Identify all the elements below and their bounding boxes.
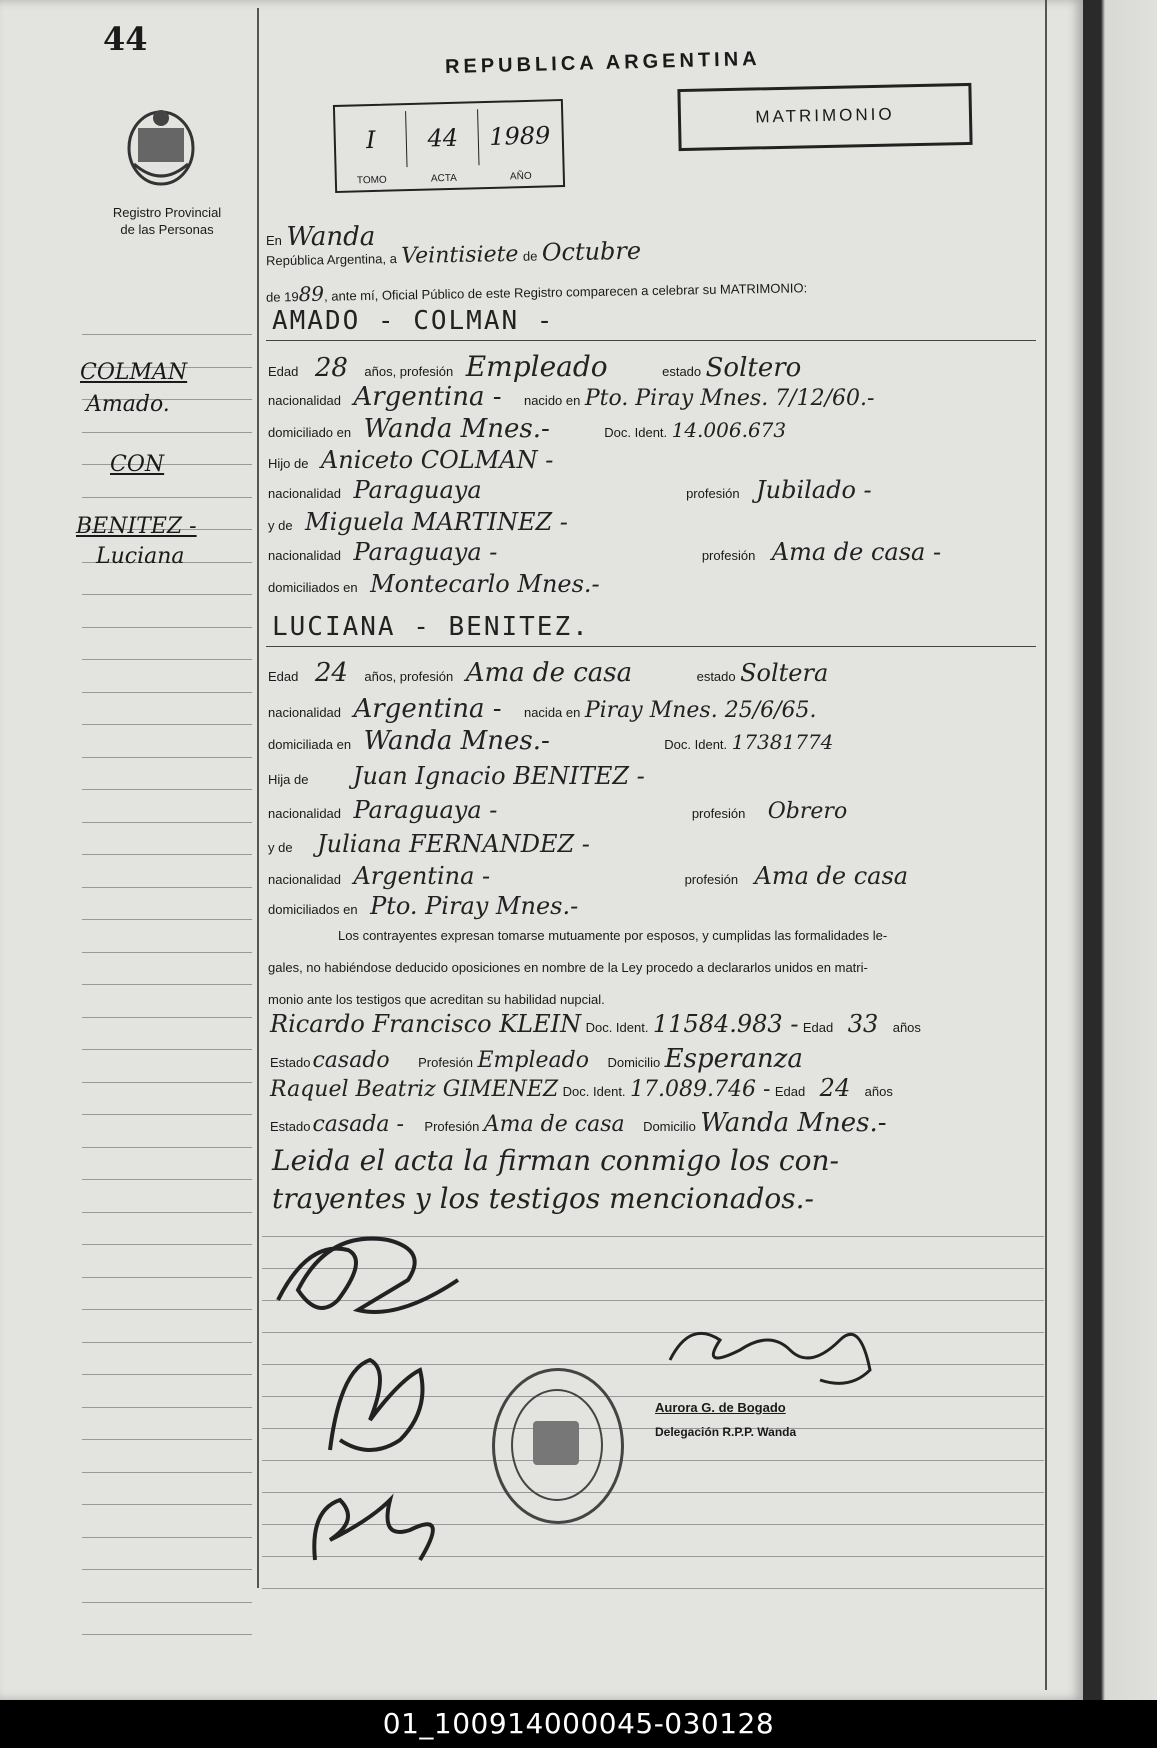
- bride-birthplace: Piray Mnes. 25/6/65.: [584, 698, 817, 723]
- registry-line1: Registro Provincial: [112, 205, 222, 220]
- witness2-domicile: Wanda Mnes.-: [700, 1108, 887, 1138]
- intro-date-line: [266, 237, 642, 272]
- witness1-profession: Empleado: [477, 1048, 589, 1073]
- nacido-en-label: nacido en: [523, 393, 581, 408]
- bride-mother-nat-line: [268, 862, 908, 890]
- bride-domicile: Wanda Mnes.-: [363, 726, 550, 756]
- witness2-age: 24: [819, 1074, 851, 1102]
- registry-name: [92, 204, 242, 238]
- ruled-line: [82, 1147, 252, 1148]
- ruled-line: [82, 1342, 252, 1343]
- groom-nationality: Argentina -: [353, 382, 502, 412]
- official-name: Aurora G. de Bogado: [655, 1400, 786, 1415]
- ruled-line: [82, 464, 252, 465]
- ruled-line: [82, 1309, 252, 1310]
- witness2-details-line: [270, 1108, 887, 1138]
- domicilio-label: Domicilio: [643, 1119, 696, 1134]
- ruled-line: [82, 1374, 252, 1375]
- ruled-line: [82, 1537, 252, 1538]
- intro-day: Veintisiete: [401, 241, 519, 269]
- bride-mother-profession: Ama de casa: [754, 862, 909, 890]
- ruled-line: [82, 432, 252, 433]
- right-border-line: [1045, 0, 1047, 1690]
- bride-age: 24: [314, 658, 348, 688]
- intro-place: Wanda: [286, 222, 376, 252]
- ruled-line: [82, 887, 252, 888]
- ruled-line: [82, 1179, 252, 1180]
- bride-name-underline: [266, 646, 1036, 647]
- signature-3: [300, 1470, 460, 1580]
- official-signature: [660, 1310, 880, 1410]
- intro-text-line: [266, 273, 807, 306]
- bride-father: Juan Ignacio BENITEZ -: [352, 762, 645, 790]
- groom-domicile: Wanda Mnes.-: [363, 414, 550, 444]
- coat-of-arms-icon: [120, 104, 202, 186]
- edad-label: Edad: [268, 364, 299, 379]
- ruled-line: [82, 757, 252, 758]
- y-de-label: y de: [268, 518, 293, 533]
- declaration-line-2: gales, no habiéndose deducido oposiciones en nombre de la Ley procedo a declararlos unidos en matri-: [268, 960, 868, 975]
- intro-month: Octubre: [541, 236, 642, 267]
- nacida-en-label: nacida en: [523, 705, 581, 720]
- scan-id-footer: 01_100914000045-030128: [0, 1700, 1157, 1748]
- margin-con: CON: [110, 452, 165, 477]
- tomo-acta-anio-box: [333, 99, 565, 193]
- ruled-line: [82, 789, 252, 790]
- official-block: [655, 1400, 796, 1439]
- domiciliado-en-label: domiciliado en: [268, 425, 352, 440]
- groom-name-underline: [266, 340, 1036, 341]
- anios-profesion-label: años, profesión: [364, 364, 454, 379]
- nacionalidad-label: nacionalidad: [268, 705, 342, 720]
- ruled-line: [82, 822, 252, 823]
- witness1-name: Ricardo Francisco KLEIN: [270, 1010, 582, 1038]
- bride-domicile-line: [268, 726, 833, 756]
- margin-groom-surname: COLMAN: [80, 360, 188, 385]
- nacionalidad-label: nacionalidad: [268, 393, 342, 408]
- official-office: Delegación R.P.P. Wanda: [655, 1425, 797, 1439]
- anio-value: 1989: [488, 121, 551, 151]
- margin-groom-firstname: Amado.: [86, 392, 170, 417]
- nacionalidad-label: nacionalidad: [268, 486, 342, 501]
- groom-mother-nationality: Paraguaya -: [353, 538, 498, 566]
- ruled-line: [82, 1504, 252, 1505]
- groom-parents-domicile-line: [268, 570, 600, 598]
- anios-profesion-label: años, profesión: [364, 669, 454, 684]
- ruled-line: [82, 1049, 252, 1050]
- ruled-line: [82, 1277, 252, 1278]
- ruled-line: [82, 1212, 252, 1213]
- groom-mother: Miguela MARTINEZ -: [305, 508, 568, 536]
- hija-de-label: Hija de: [268, 772, 309, 787]
- hijo-de-label: Hijo de: [268, 456, 309, 471]
- bride-father-nationality: Paraguaya -: [353, 796, 498, 824]
- ruled-line: [82, 1407, 252, 1408]
- witness2-line: [270, 1074, 893, 1102]
- bride-doc: 17381774: [731, 730, 834, 754]
- margin-bride-firstname: Luciana: [96, 544, 185, 569]
- groom-age-line: [268, 350, 801, 383]
- ruled-line: [82, 919, 252, 920]
- margin-bride-surname: BENITEZ -: [76, 514, 197, 539]
- witness1-status: casado: [312, 1048, 390, 1073]
- ruled-line: [82, 724, 252, 725]
- page-number: 44: [103, 20, 148, 58]
- ruled-line: [82, 1602, 252, 1603]
- groom-age: 28: [314, 353, 348, 383]
- bride-mother-nationality: Argentina -: [353, 862, 491, 890]
- stamp-emblem-icon: [533, 1421, 579, 1465]
- bride-father-line: [268, 762, 645, 790]
- witness1-domicile: Esperanza: [664, 1044, 803, 1074]
- bride-parents-domicile-line: [268, 892, 578, 920]
- anio-label: AÑO: [509, 170, 532, 183]
- groom-father-nat-line: [268, 476, 872, 504]
- ruled-line: [82, 594, 252, 595]
- doc-ident-label: Doc. Ident.: [585, 1020, 649, 1035]
- ruled-line: [82, 334, 252, 335]
- edad-label: Edad: [268, 669, 299, 684]
- anio-cell: [479, 107, 560, 183]
- ruled-line: [82, 1017, 252, 1018]
- profesion-label: profesión: [691, 806, 746, 821]
- ruled-line: [82, 952, 252, 953]
- ruled-line: [82, 1114, 252, 1115]
- groom-father-nationality: Paraguaya: [353, 476, 482, 504]
- ruled-line: [82, 497, 252, 498]
- ruled-line: [82, 1472, 252, 1473]
- ruled-line: [82, 659, 252, 660]
- declaration-line-3: monio ante los testigos que acreditan su habilidad nupcial.: [268, 992, 605, 1007]
- bride-nationality: Argentina -: [353, 694, 502, 724]
- country-title: REPUBLICA ARGENTINA: [444, 47, 761, 79]
- ruled-line: [82, 984, 252, 985]
- y-de-label: y de: [268, 840, 293, 855]
- adjacent-page-edge: [1083, 0, 1157, 1700]
- estado-label: Estado: [270, 1119, 311, 1134]
- profesion-label: profesión: [686, 486, 740, 501]
- tomo-value: I: [365, 125, 376, 155]
- profesion-label: Profesión: [424, 1119, 480, 1134]
- bride-nationality-line: [268, 694, 817, 724]
- witness1-details-line: [270, 1044, 803, 1074]
- registry-line2: de las Personas: [120, 222, 214, 237]
- estado-label: estado: [662, 364, 702, 379]
- groom-profession: Empleado: [465, 350, 608, 383]
- bride-profession: Ama de casa: [465, 658, 633, 688]
- ruled-line: [82, 627, 252, 628]
- nacionalidad-label: nacionalidad: [268, 548, 342, 563]
- estado-label: estado: [696, 669, 736, 684]
- en-label: En: [266, 233, 282, 248]
- groom-mother-line: [268, 508, 568, 536]
- doc-ident-label: Doc. Ident.: [664, 737, 728, 752]
- groom-father-line: [268, 446, 553, 474]
- bride-mother: Juliana FERNANDEZ -: [317, 830, 590, 858]
- estado-label: Estado: [270, 1055, 311, 1070]
- domicilio-label: Domicilio: [607, 1055, 661, 1070]
- ruled-line: [82, 692, 252, 693]
- intro-text: , ante mí, Oficial Público de este Registro comparecen a celebrar su MATRIMONIO:: [323, 280, 808, 304]
- intro-year: 89: [298, 281, 325, 307]
- witness1-line: [270, 1010, 921, 1038]
- edad-label: Edad: [802, 1020, 834, 1035]
- nacionalidad-label: nacionalidad: [268, 872, 342, 887]
- ruled-line: [82, 1634, 252, 1635]
- tomo-cell: [335, 111, 407, 187]
- bride-father-profession: Obrero: [767, 799, 848, 824]
- tomo-label: TOMO: [356, 174, 387, 187]
- closing-line-1: Leida el acta la firman conmigo los con-: [272, 1144, 839, 1177]
- doc-ident-label: Doc. Ident.: [604, 425, 668, 440]
- official-stamp: [492, 1368, 624, 1524]
- profesion-label: Profesión: [418, 1055, 474, 1070]
- republica-label: República Argentina, a: [265, 250, 398, 269]
- groom-mother-nat-line: [268, 538, 941, 566]
- acta-value: 44: [427, 123, 459, 153]
- declaration-line-1: Los contrayentes expresan tomarse mutuamente por esposos, y cumplidas las formalidades le-: [338, 928, 888, 943]
- bride-name: LUCIANA - BENITEZ.: [272, 612, 590, 642]
- doc-ident-label: Doc. Ident.: [562, 1084, 626, 1099]
- groom-parents-domicile: Montecarlo Mnes.-: [370, 570, 600, 598]
- nacionalidad-label: nacionalidad: [268, 806, 342, 821]
- margin-divider: [257, 8, 259, 1588]
- witness2-status: casada -: [312, 1112, 404, 1137]
- edad-label: Edad: [774, 1084, 806, 1099]
- groom-domicile-line: [268, 414, 786, 444]
- witness2-name: Raquel Beatriz GIMENEZ: [270, 1077, 559, 1102]
- signature-1: [268, 1220, 468, 1340]
- anios-label: años: [892, 1020, 921, 1035]
- witness2-profession: Ama de casa: [483, 1112, 625, 1137]
- groom-birthplace: Pto. Piray Mnes. 7/12/60.-: [584, 386, 875, 411]
- bride-mother-line: [268, 830, 590, 858]
- de-label: de: [522, 248, 538, 264]
- witness1-age: 33: [847, 1010, 879, 1038]
- acta-cell: [407, 109, 479, 185]
- profesion-label: profesión: [684, 872, 739, 887]
- signature-2: [310, 1330, 450, 1470]
- ruled-line: [82, 1244, 252, 1245]
- domiciliados-en-label: domiciliados en: [268, 902, 358, 917]
- bride-age-line: [268, 658, 828, 688]
- ruled-line: [82, 1439, 252, 1440]
- acta-label: ACTA: [430, 172, 457, 185]
- groom-mother-profession: Ama de casa -: [771, 538, 942, 566]
- profesion-label: profesión: [701, 548, 756, 563]
- domiciliados-en-label: domiciliados en: [268, 580, 358, 595]
- ruled-line: [82, 1569, 252, 1570]
- groom-doc: 14.006.673: [671, 418, 787, 442]
- anios-label: años: [864, 1084, 893, 1099]
- groom-name: AMADO - COLMAN -: [272, 306, 555, 336]
- groom-father: Aniceto COLMAN -: [320, 446, 554, 474]
- document-type-box: MATRIMONIO: [677, 83, 972, 151]
- ruled-line: [82, 1082, 252, 1083]
- bride-father-nat-line: [268, 796, 847, 824]
- groom-father-profession: Jubilado -: [756, 476, 872, 504]
- groom-nationality-line: [268, 382, 874, 412]
- closing-line-2: trayentes y los testigos mencionados.-: [272, 1182, 814, 1215]
- groom-status: Soltero: [705, 353, 802, 383]
- bride-status: Soltera: [740, 659, 829, 687]
- bride-parents-domicile: Pto. Piray Mnes.-: [370, 892, 579, 920]
- witness2-doc: 17.089.746 -: [630, 1077, 771, 1102]
- ruled-line: [82, 854, 252, 855]
- witness1-doc: 11584.983 -: [652, 1010, 799, 1038]
- de19-label: de 19: [265, 289, 299, 305]
- domiciliada-en-label: domiciliada en: [268, 737, 352, 752]
- ruled-line: [262, 1588, 1044, 1589]
